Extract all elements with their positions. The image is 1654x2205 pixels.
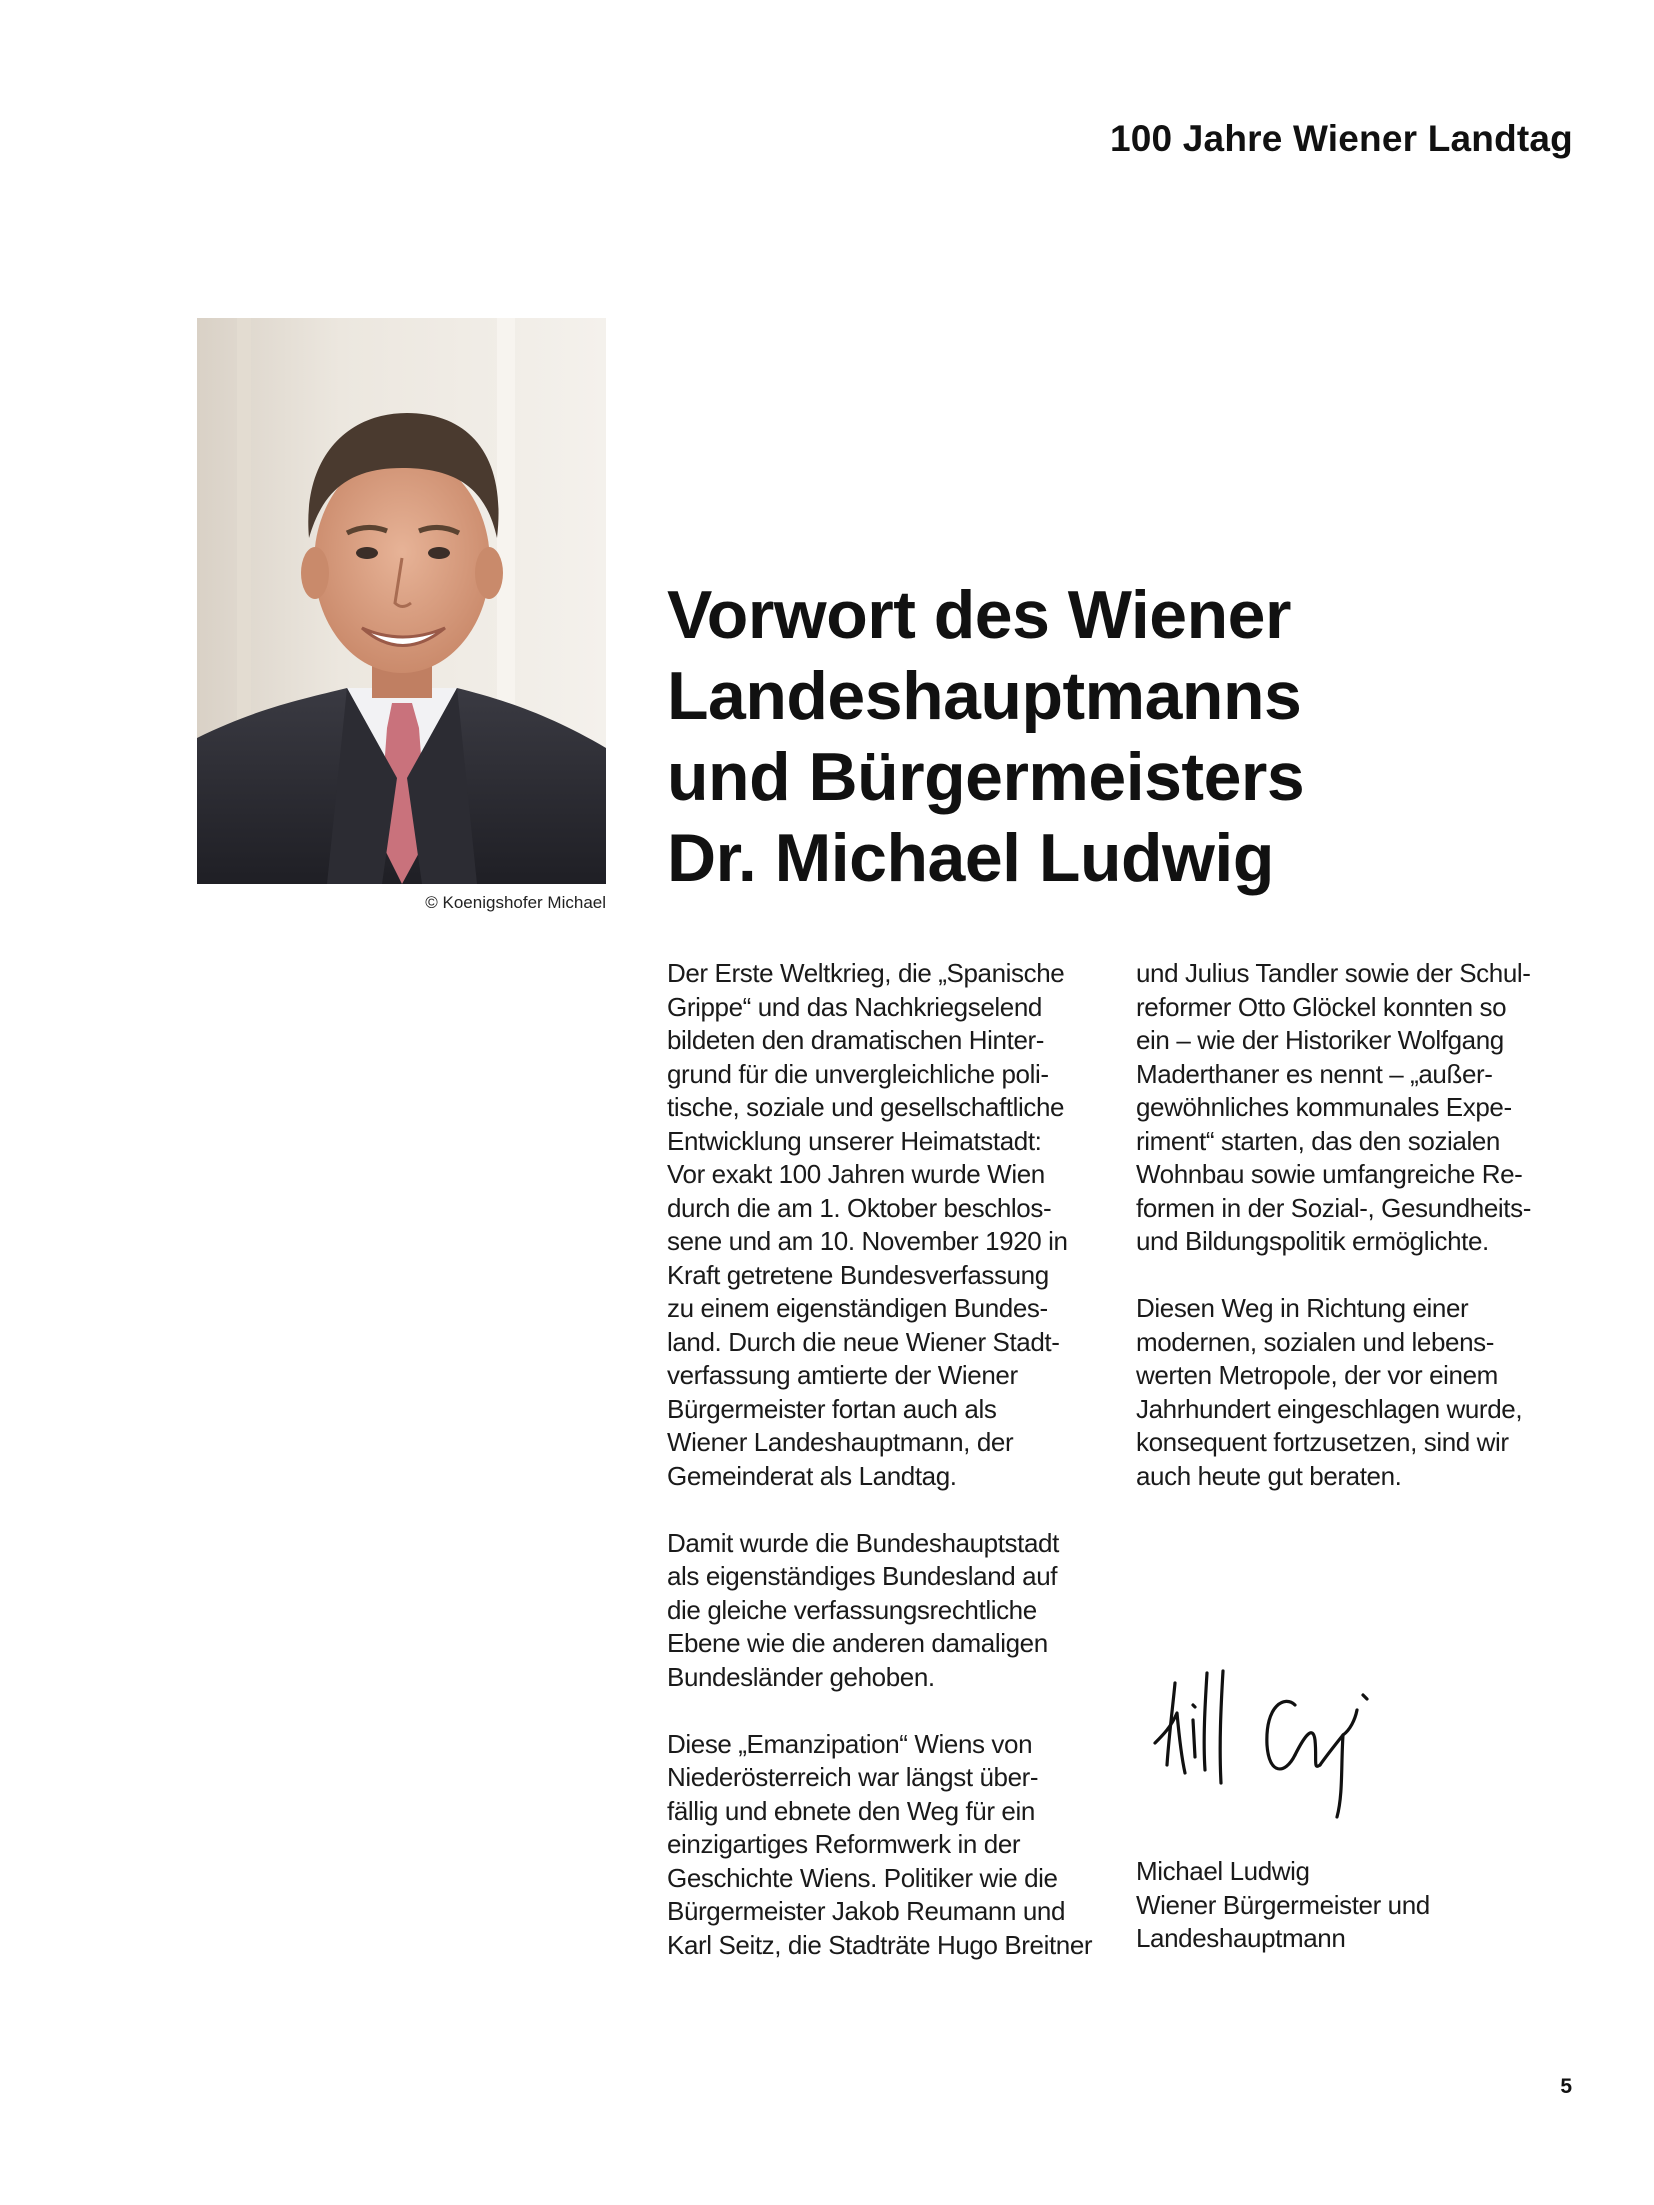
- text-line: sene und am 10. November 1920 in: [667, 1226, 1068, 1256]
- text-line: die gleiche verfassungsrechtliche: [667, 1594, 1037, 1625]
- text-line: formen in der Sozial-, Gesundheits-: [1136, 1192, 1531, 1223]
- paragraph: [667, 957, 1092, 1493]
- paragraph: [667, 1728, 1092, 1963]
- article-title: [667, 575, 1304, 899]
- text-line: Bundesländer gehoben.: [667, 1661, 935, 1692]
- text-line: fällig und ebnete den Weg für ein: [667, 1795, 1035, 1826]
- title-line: Dr. Michael Ludwig: [667, 820, 1274, 896]
- text-line: Geschichte Wiens. Politiker wie die: [667, 1862, 1058, 1893]
- sign-off: [1136, 1855, 1430, 1956]
- text-line: und Bildungspolitik ermöglichte.: [1136, 1226, 1489, 1256]
- text-line: konsequent fortzusetzen, sind wir: [1136, 1427, 1509, 1457]
- text-line: gewöhnliches kommunales Expe-: [1136, 1092, 1512, 1122]
- text-line: Maderthaner es nennt – „außer-: [1136, 1058, 1493, 1089]
- text-line: Gemeinderat als Landtag.: [667, 1460, 957, 1491]
- text-line: werten Metropole, der vor einem: [1136, 1360, 1498, 1390]
- text-line: riment“ starten, das den sozialen: [1136, 1125, 1500, 1156]
- paragraph: [1136, 1292, 1531, 1493]
- text-line: Niederösterreich war längst über-: [667, 1762, 1039, 1792]
- text-line: land. Durch die neue Wiener Stadt-: [667, 1326, 1060, 1357]
- text-line: Diese „Emanzipation“ Wiens von: [667, 1728, 1033, 1759]
- text-line: zu einem eigenständigen Bundes-: [667, 1293, 1048, 1323]
- text-line: Damit wurde die Bundeshauptstadt: [667, 1527, 1059, 1558]
- text-line: tische, soziale und gesellschaftliche: [667, 1092, 1065, 1122]
- text-line: Entwicklung unserer Heimatstadt:: [667, 1125, 1042, 1156]
- text-line: modernen, sozialen und lebens-: [1136, 1326, 1495, 1357]
- title-line: Vorwort des Wiener: [667, 577, 1291, 653]
- paragraph: [667, 1527, 1092, 1695]
- text-line: auch heute gut beraten.: [1136, 1460, 1402, 1491]
- text-line: und Julius Tandler sowie der Schul-: [1136, 958, 1531, 988]
- text-line: Bürgermeister fortan auch als: [667, 1393, 997, 1424]
- text-line: reformer Otto Glöckel konnten so: [1136, 991, 1507, 1022]
- body-column-left: [667, 957, 1092, 1996]
- photo-credit: © Koenigshofer Michael: [425, 893, 606, 912]
- text-line: durch die am 1. Oktober beschlos-: [667, 1192, 1052, 1223]
- text-line: Ebene wie die anderen damaligen: [667, 1628, 1048, 1658]
- body-column-right: [1136, 957, 1531, 1527]
- text-line: Kraft getretene Bundesverfassung: [667, 1259, 1049, 1290]
- paragraph: [1136, 957, 1531, 1259]
- text-line: Der Erste Weltkrieg, die „Spanische: [667, 958, 1065, 988]
- text-line: Karl Seitz, die Stadträte Hugo Breitner: [667, 1929, 1093, 1960]
- text-line: ein – wie der Historiker Wolfgang: [1136, 1025, 1504, 1055]
- text-line: Wohnbau sowie umfangreiche Re-: [1136, 1159, 1523, 1189]
- running-header: 100 Jahre Wiener Landtag: [1109, 118, 1573, 159]
- text-line: verfassung amtierte der Wiener: [667, 1360, 1018, 1390]
- text-line: Grippe“ und das Nachkriegselend: [667, 991, 1042, 1022]
- text-line: Wiener Landeshauptmann, der: [667, 1427, 1014, 1457]
- page-number: 5: [1560, 2075, 1572, 2098]
- text-line: Bürgermeister Jakob Reumann und: [667, 1896, 1066, 1926]
- text-line: bildeten den dramatischen Hinter-: [667, 1025, 1045, 1055]
- text-line: als eigenständiges Bundesland auf: [667, 1561, 1058, 1591]
- title-line: Landeshauptmanns: [667, 658, 1302, 734]
- handwritten-signature: [1145, 1665, 1395, 1820]
- sign-off-role: Landeshauptmann: [1136, 1923, 1346, 1953]
- sign-off-role: Wiener Bürgermeister und: [1136, 1889, 1430, 1920]
- text-line: Jahrhundert eingeschlagen wurde,: [1136, 1393, 1523, 1424]
- title-line: und Bürgermeisters: [667, 739, 1305, 815]
- portrait-photo: [197, 318, 606, 884]
- text-line: Diesen Weg in Richtung einer: [1136, 1293, 1469, 1323]
- text-line: einzigartiges Reformwerk in der: [667, 1829, 1021, 1859]
- text-line: grund für die unvergleichliche poli-: [667, 1058, 1049, 1089]
- sign-off-name: Michael Ludwig: [1136, 1856, 1310, 1886]
- text-line: Vor exakt 100 Jahren wurde Wien: [667, 1159, 1045, 1189]
